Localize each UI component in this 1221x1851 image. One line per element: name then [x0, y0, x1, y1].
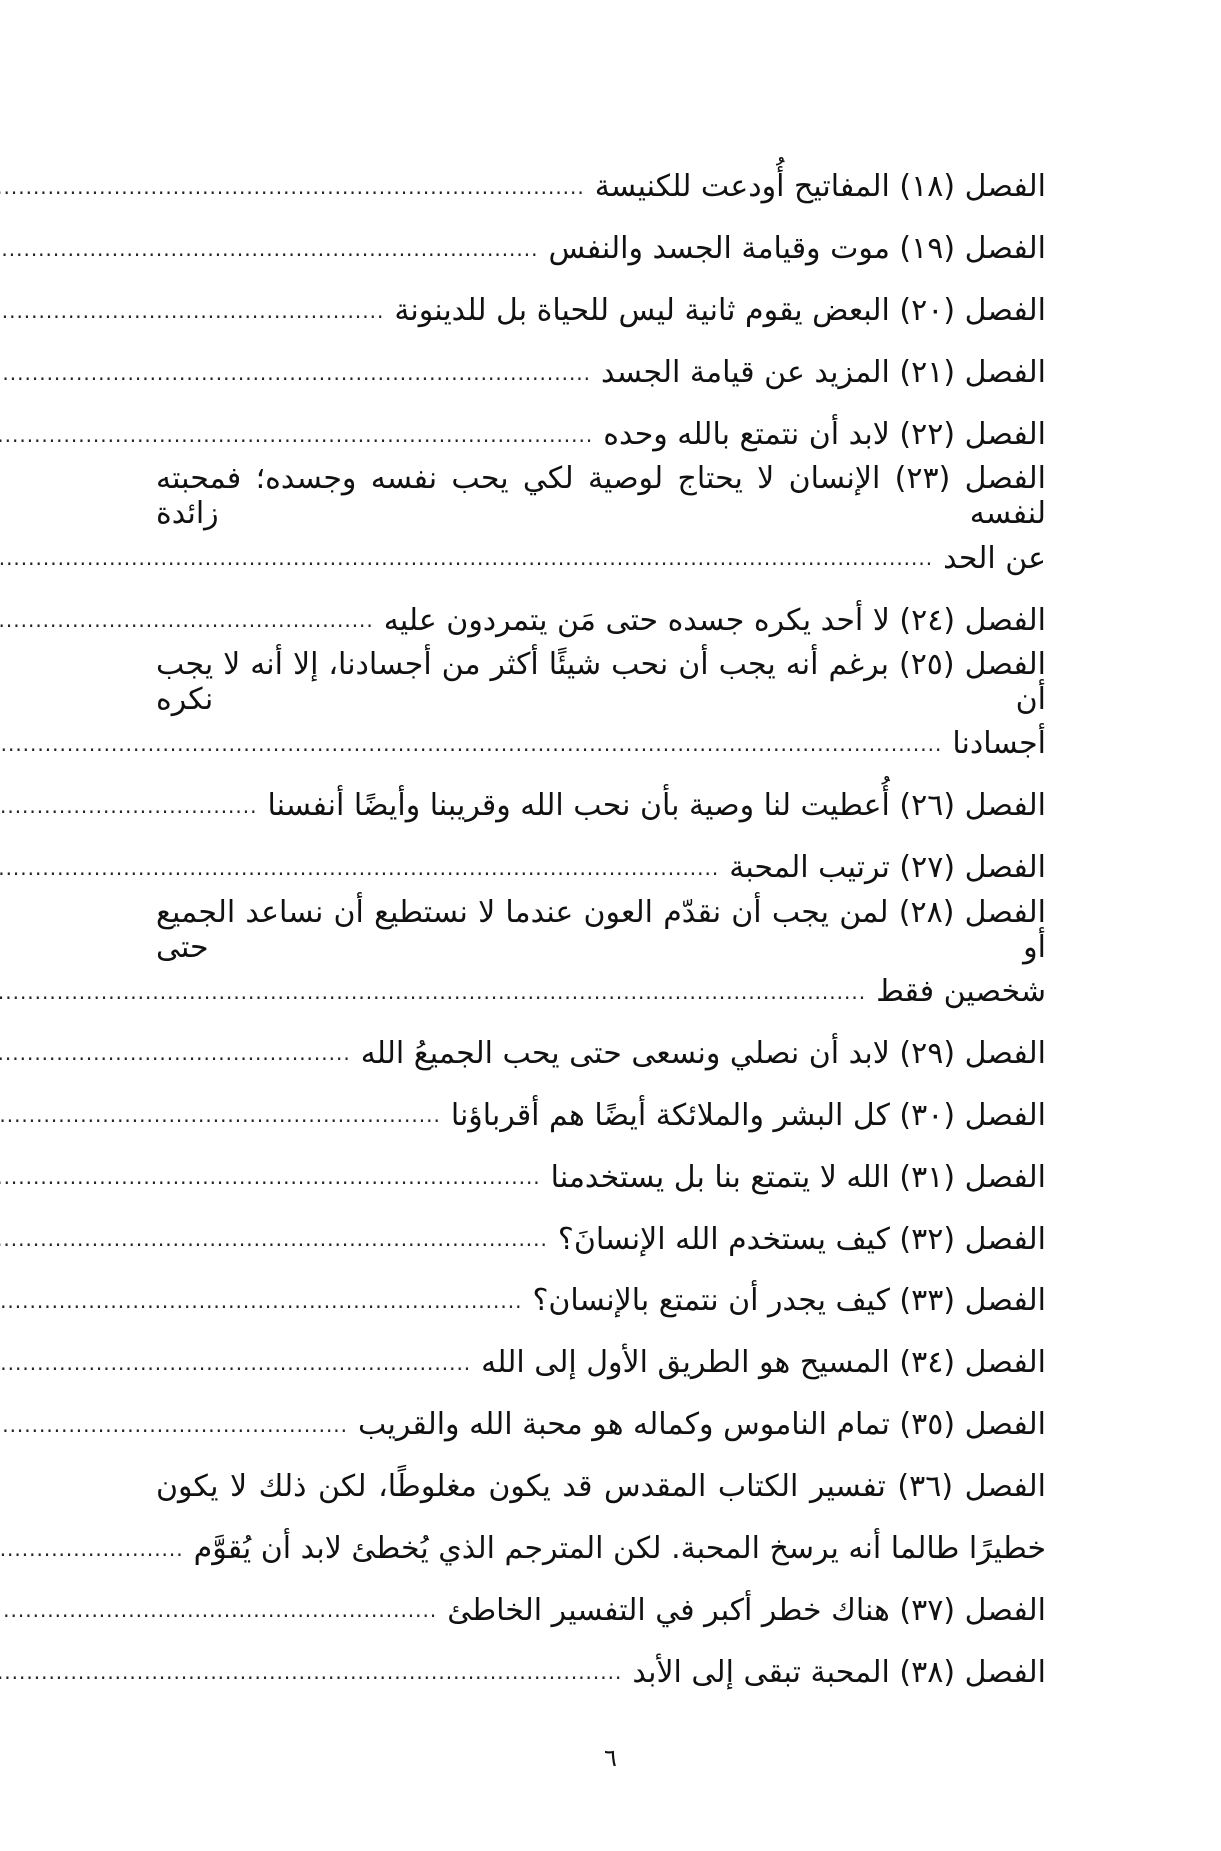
toc-entry-title: الفصل (٣٠) كل البشر والملائكة أيضًا هم أقرباؤنا [450, 1097, 1046, 1133]
toc-entry-title: خطيرًا طالما أنه يرسخ المحبة. لكن المترجم الذي يُخطئ لابد أن يُقوَّم [193, 1531, 1046, 1567]
toc-entry-line [156, 1022, 1046, 1084]
toc-entry [156, 1208, 1046, 1270]
dot-leader [0, 855, 719, 881]
toc-entry-line [156, 218, 1046, 280]
toc-entry [156, 1270, 1046, 1332]
dot-leader [0, 1597, 437, 1623]
dot-leader [0, 1412, 348, 1438]
dot-leader [0, 422, 593, 448]
toc-entry-line [156, 1518, 1046, 1580]
toc-entry [156, 1456, 1046, 1580]
table-of-contents [156, 156, 1046, 1703]
toc-entry-title: الفصل (٢٢) لابد أن نتمتع بالله وحده [603, 417, 1046, 452]
toc-entry-line [156, 837, 1046, 899]
dot-leader [0, 731, 942, 757]
toc-entry-title: الفصل (٣٤) المسيح هو الطريق الأول إلى الله [481, 1345, 1046, 1381]
toc-entry-title: الفصل (٢٠) البعض يقوم ثانية ليس للحياة بل للدينونة [394, 293, 1046, 329]
toc-entry [156, 1146, 1046, 1208]
toc-entry-title: الفصل (٢٥) برغم أنه يجب أن نحب شيئًا أكثر من أجسادنا، إلا أنه لا يجب أن نكره [156, 647, 1046, 718]
toc-entry [156, 156, 1046, 218]
toc-entry-title: الفصل (٢١) المزيد عن قيامة الجسد [601, 355, 1046, 391]
toc-entry-line [156, 647, 1046, 718]
toc-entry [156, 342, 1046, 404]
dot-leader [0, 298, 384, 324]
page-number: ٦ [604, 1744, 617, 1772]
toc-entry-title: الفصل (٣٦) تفسير الكتاب المقدس قد يكون مغلوطًا، لكن ذلك لا يكون [156, 1469, 1046, 1505]
toc-entry-title: الفصل (٢٣) الإنسان لا يحتاج لوصية لكي يحب نفسه وجسده؛ فمحبته لنفسه زائدة [156, 461, 1046, 532]
toc-entry-title: الفصل (٣٢) كيف يستخدم الله الإنسانَ؟ [557, 1221, 1046, 1257]
dot-leader [0, 1226, 548, 1252]
toc-entry-line [156, 1456, 1046, 1518]
dot-leader [0, 1536, 184, 1562]
toc-entry-line [156, 527, 1046, 589]
toc-entry-line [156, 589, 1046, 651]
dot-leader [0, 1102, 441, 1128]
toc-entry [156, 1332, 1046, 1394]
toc-entry-title: الفصل (١٩) موت وقيامة الجسد والنفس [548, 231, 1046, 267]
toc-entry-line [156, 280, 1046, 342]
toc-entry-line [156, 1208, 1046, 1270]
toc-entry-line [156, 1084, 1046, 1146]
toc-entry-title: الفصل (٢٨) لمن يجب أن نقدّم العون عندما لا نستطيع أن نساعد الجميع أو حتى [156, 894, 1046, 965]
toc-entry-line [156, 1579, 1046, 1641]
toc-entry-title: الفصل (٣٧) هناك خطر أكبر في التفسير الخاطئ [447, 1592, 1046, 1628]
dot-leader [0, 1350, 471, 1376]
toc-entry [156, 404, 1046, 466]
toc-entry-line [156, 342, 1046, 404]
toc-entry-line [156, 713, 1046, 775]
toc-entry [156, 894, 1046, 1023]
toc-entry-line [156, 156, 1046, 218]
toc-entry [156, 1084, 1046, 1146]
toc-entry-title: الفصل (٣١) الله لا يتمتع بنا بل يستخدمنا [550, 1159, 1046, 1195]
dot-leader [0, 1164, 541, 1190]
toc-entry-line [156, 894, 1046, 965]
toc-entry [156, 1394, 1046, 1456]
toc-entry-title: الفصل (١٨) المفاتيح أُودعت للكنيسة [594, 169, 1046, 205]
toc-entry-line [156, 775, 1046, 837]
toc-entry-title: عن الحد [943, 540, 1046, 576]
toc-entry-title: الفصل (٢٦) أُعطيت لنا وصية بأن نحب الله وقريبنا وأيضًا أنفسنا [267, 788, 1046, 824]
toc-entry [156, 461, 1046, 589]
toc-entry-line [156, 404, 1046, 466]
dot-leader [0, 236, 539, 262]
toc-entry [156, 1641, 1046, 1703]
toc-entry [156, 280, 1046, 342]
toc-entry-title: أجسادنا [952, 726, 1046, 762]
toc-entry [156, 1022, 1046, 1084]
toc-entry-line [156, 1146, 1046, 1208]
toc-entry [156, 775, 1046, 837]
dot-leader [0, 545, 933, 571]
toc-entry [156, 589, 1046, 651]
dot-leader [0, 360, 591, 386]
toc-entry-line [156, 1332, 1046, 1394]
toc-entry-line [156, 1270, 1046, 1332]
toc-entry-title: الفصل (٢٧) ترتيب المحبة [729, 850, 1046, 886]
toc-entry-title: الفصل (٢٩) لابد أن نصلي ونسعى حتى يحب الجميعُ الله [360, 1035, 1046, 1071]
toc-entry-title: الفصل (٣٣) كيف يجدر أن نتمتع بالإنسان؟ [532, 1283, 1046, 1319]
toc-entry-line [156, 961, 1046, 1023]
toc-entry-title: الفصل (٣٥) تمام الناموس وكماله هو محبة الله والقريب [358, 1407, 1046, 1443]
toc-entry-line [156, 1641, 1046, 1703]
dot-leader [0, 979, 866, 1005]
dot-leader [0, 793, 258, 819]
toc-entry-title: الفصل (٣٨) المحبة تبقى إلى الأبد [632, 1654, 1046, 1690]
toc-entry-title: شخصين فقط [876, 974, 1046, 1010]
toc-entry [156, 837, 1046, 899]
dot-leader [0, 1288, 522, 1314]
dot-leader [0, 174, 585, 200]
toc-entry-line [156, 1394, 1046, 1456]
dot-leader [0, 1659, 622, 1685]
toc-entry-title: الفصل (٢٤) لا أحد يكره جسده حتى مَن يتمردون عليه [383, 602, 1046, 638]
toc-entry-line [156, 461, 1046, 532]
dot-leader [0, 607, 374, 633]
dot-leader [0, 1040, 351, 1066]
toc-entry [156, 1579, 1046, 1641]
toc-entry [156, 647, 1046, 775]
toc-entry [156, 218, 1046, 280]
